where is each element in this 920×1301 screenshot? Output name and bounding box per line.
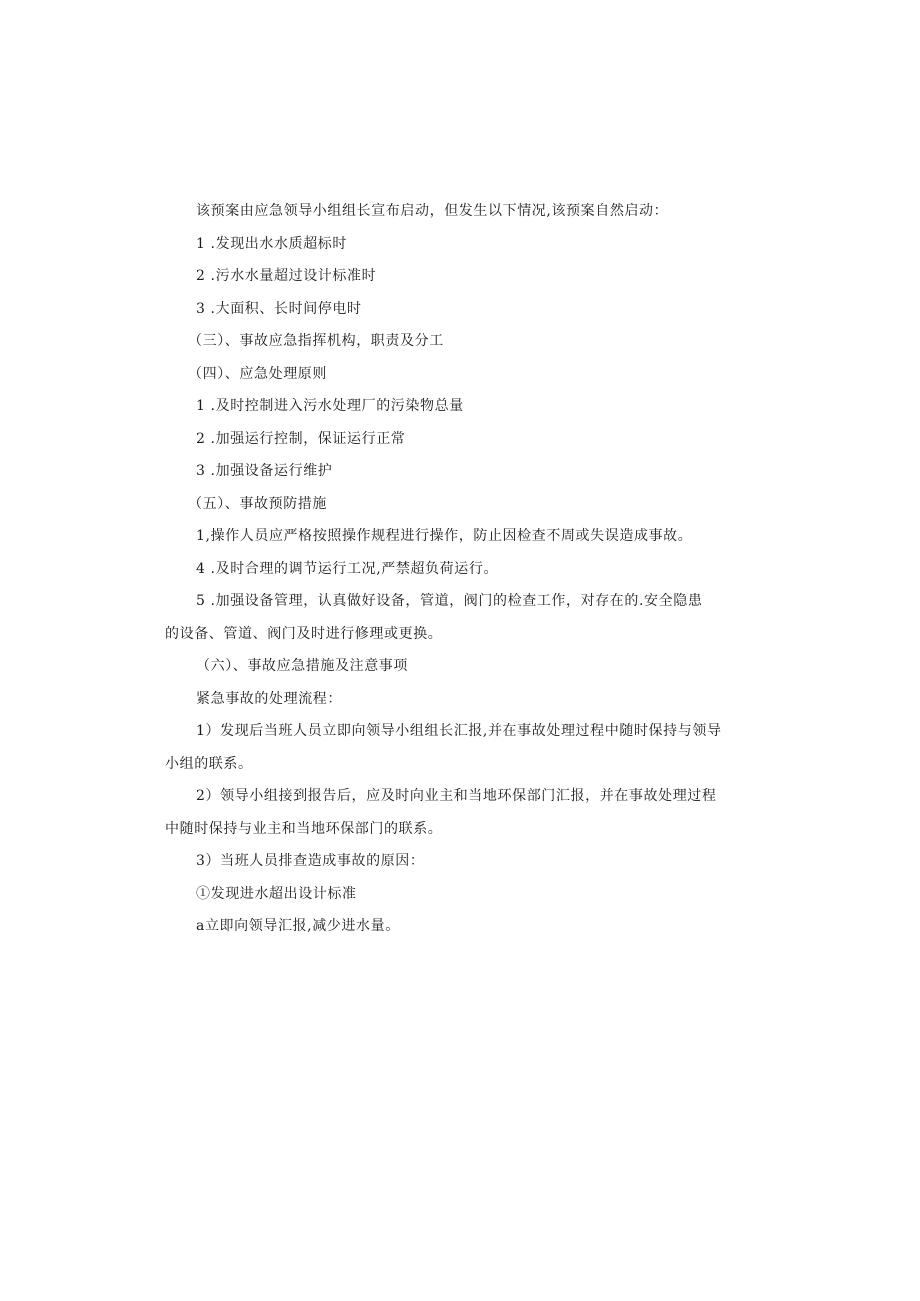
list-item: 1 .及时控制进入污水处理厂的污染物总量 [196,398,464,414]
section-heading: （五）、事故预防措施 [188,496,327,512]
section-heading: （三）、事故应急指挥机构，职责及分工 [188,333,444,349]
section-heading: （四）、应急处理原则 [188,366,327,382]
list-item-continuation: 的设备、管道、阀门及时进行修理或更换。 [165,626,443,642]
list-item: 3 .加强设备运行维护 [196,463,333,479]
list-item: 2 .加强运行控制，保证运行正常 [196,431,406,447]
intro-paragraph: 该预案由应急领导小组组长宣布启动，但发生以下情况,该预案自然启动： [196,203,669,219]
list-item: a立即向领导汇报,减少进水量。 [196,918,400,934]
list-item: 3 .大面积、长时间停电时 [196,301,362,317]
list-item-continuation: 小组的联系。 [165,756,253,772]
list-item: 1 .发现出水水质超标时 [196,236,348,252]
list-item: 1,操作人员应严格按照操作规程进行操作，防止因检查不周或失误造成事故。 [196,528,693,544]
list-item-continuation: 中随时保持与业主和当地环保部门的联系。 [165,821,443,837]
list-item: 1）发现后当班人员立即向领导小组组长汇报,并在事故处理过程中随时保持与领导 [196,723,722,739]
list-item: 5 .加强设备管理，认真做好设备，管道，阀门的检查工作，对存在的.安全隐患 [196,593,703,609]
section-heading: （六）、事故应急措施及注意事项 [196,658,408,674]
list-item: 2）领导小组接到报告后，应及时向业主和当地环保部门汇报，并在事故处理过程 [196,788,717,804]
list-item: 4 .及时合理的调节运行工况,严禁超负荷运行。 [196,561,499,577]
list-item: ①发现进水超出设计标准 [196,886,357,902]
list-item: 2 .污水水量超过设计标准时 [196,268,377,284]
list-item: 3）当班人员排查造成事故的原因： [196,853,425,869]
paragraph: 紧急事故的处理流程： [196,691,342,707]
